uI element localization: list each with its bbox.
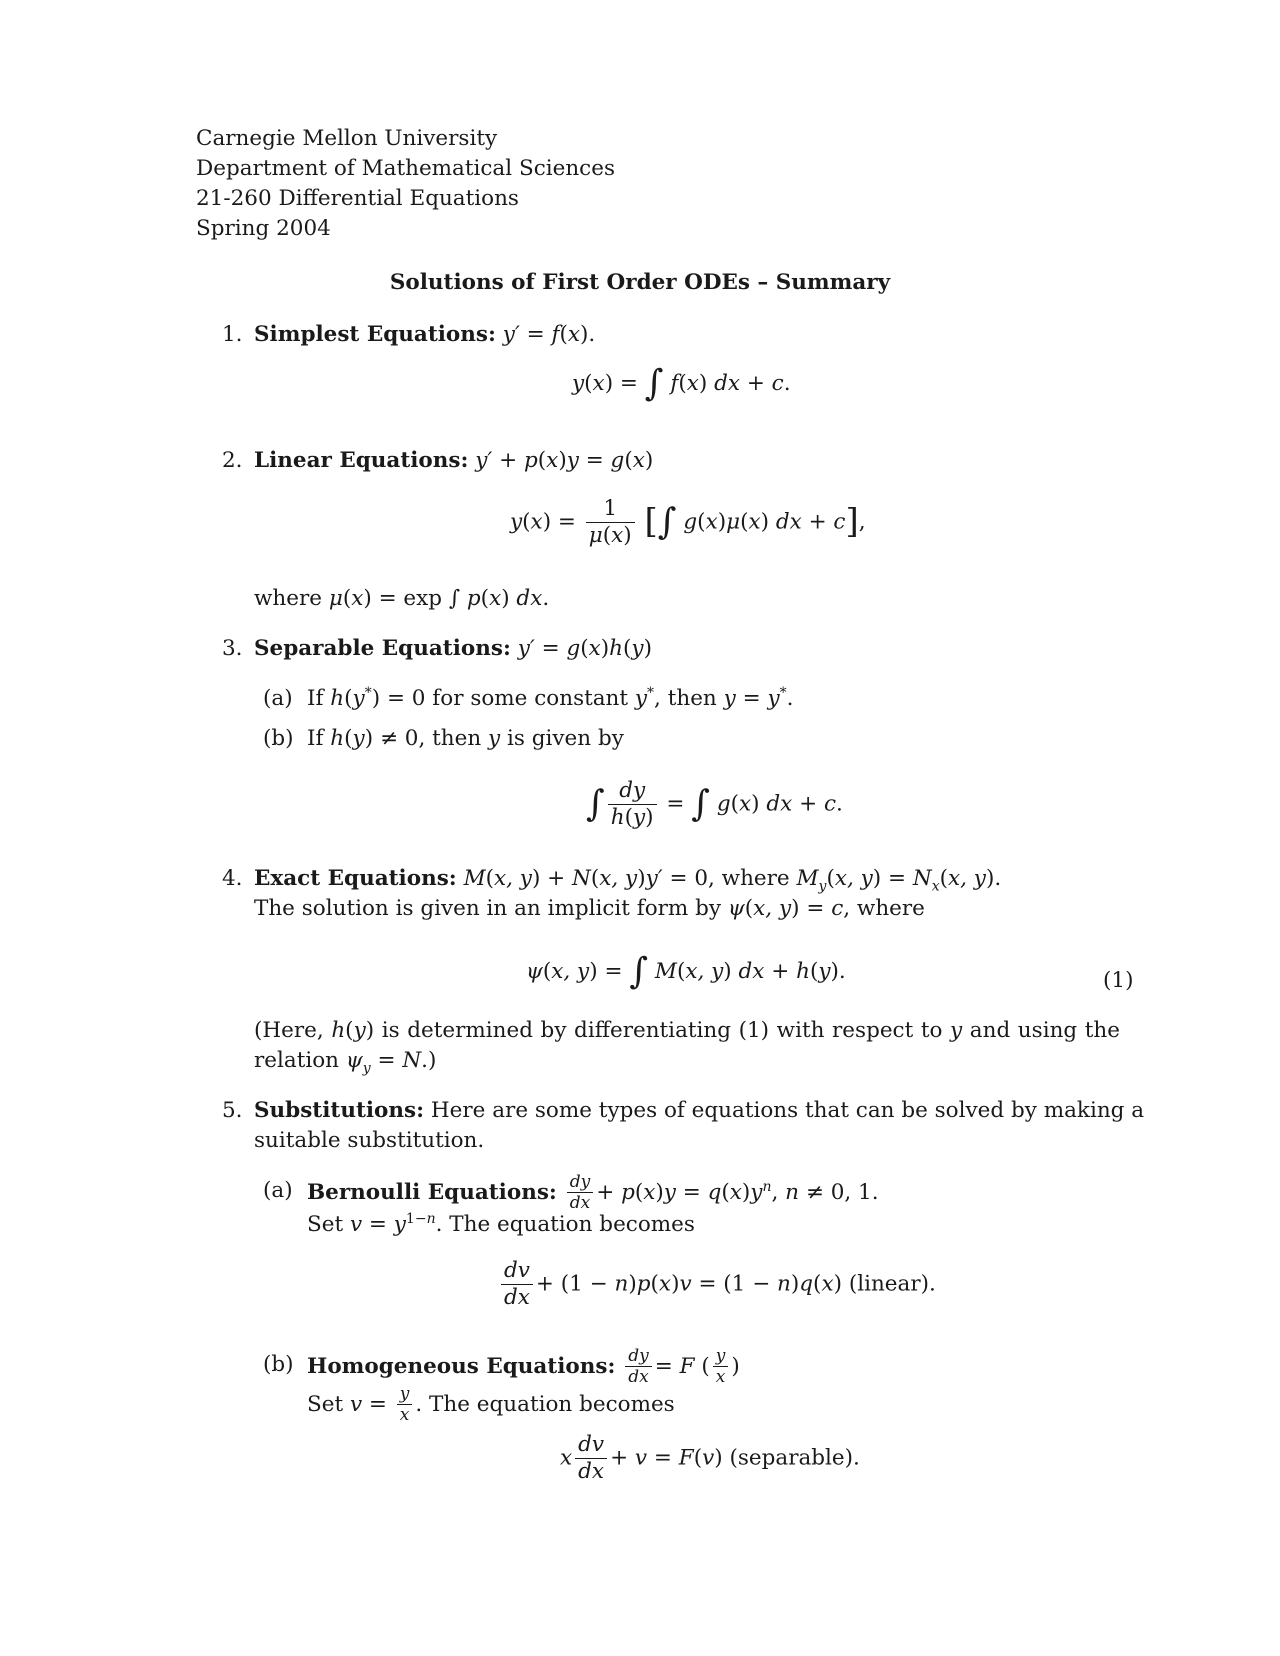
section-3a-then: , then (654, 686, 717, 712)
section-2-heading-line (254, 446, 653, 475)
section-3-heading-line (254, 634, 652, 663)
section-4-note-body: is determined by differentiating (1) with respect to (381, 1018, 943, 1043)
section-3b-then: ≠ 0, then (379, 726, 482, 751)
section-2-where-line: where μ(x) = exp ∫ p(x) dx. (254, 586, 550, 611)
section-1-solution: y(x) = ∫ f(x) dx + c. (572, 363, 791, 404)
section-4-where: , where (708, 866, 790, 891)
section-4-implicit-text: The solution is given in an implicit form by (254, 896, 722, 921)
section-3a-if: If (307, 686, 324, 712)
section-5b-becomes: . The equation becomes (415, 1391, 675, 1417)
section-4-note-tail: and using the (969, 1018, 1120, 1043)
document-title: Solutions of First Order ODEs – Summary (389, 270, 891, 295)
section-5-line-1 (254, 1096, 1145, 1125)
section-3-heading: Separable Equations: (254, 636, 511, 661)
section-5b-heading: Homogeneous Equations: (307, 1353, 616, 1379)
fraction-y-over-x-2: $\frac{y}{x}$ (397, 1384, 413, 1426)
fraction-dy-dx-2: $\frac{dy}{dx}$ (625, 1346, 652, 1388)
section-5a-set-line: Set $v = y^{1-n}$. The equation becomes (307, 1211, 695, 1238)
section-1-equation: y′ = f(x). (502, 322, 596, 347)
section-3-number: 3. (222, 636, 243, 661)
section-5a-heading: Bernoulli Equations: (307, 1179, 557, 1205)
section-5b-set-line: Set v = $\frac{y}{x}$ . The equation becomes (307, 1384, 675, 1426)
section-5a-becomes: . The equation becomes (435, 1212, 695, 1238)
section-4-note-here: (Here, (254, 1018, 324, 1043)
department-name: Department of Mathematical Sciences (196, 156, 615, 181)
section-2-heading: Linear Equations: (254, 448, 469, 473)
section-5a-label: (a) (263, 1178, 293, 1203)
document-header (196, 124, 615, 244)
section-5a-linear: (linear). (848, 1271, 936, 1297)
section-2-number: 2. (222, 448, 243, 473)
section-3b-text: If h(y) ≠ 0, then y is given by (307, 726, 624, 751)
section-3b-given: is given by (507, 726, 624, 751)
section-3b-solution: ∫ $\frac{dy}{h(y)}$ = ∫ g(x) dx + c. (586, 778, 843, 830)
section-1-heading: Simplest Equations: (254, 322, 496, 347)
section-4-note-relation: relation (254, 1048, 340, 1073)
section-3a-text: If h(y*) = 0 for some constant y*, then y = y*. (307, 685, 794, 712)
section-5-line-2: suitable substitution. (254, 1128, 485, 1153)
term: Spring 2004 (196, 216, 331, 241)
section-5-intro: Here are some types of equations that can be solved by making a (430, 1098, 1145, 1123)
section-4-note-line-2: relation $\psi_y = N$.) (254, 1048, 437, 1077)
section-1-heading-line (254, 320, 595, 349)
section-4-number: 4. (222, 866, 243, 891)
section-5a-solution: $\frac{dv}{dx}$ + (1 − n)p(x)v = (1 − n)q(x) (linear). (498, 1258, 936, 1311)
section-4-line-2: The solution is given in an implicit form by ψ(x, y) = c, where (254, 896, 925, 921)
fraction-dv-dx-2: $\frac{dv}{dx}$ (575, 1432, 607, 1485)
section-5b-label: (b) (263, 1352, 294, 1377)
section-5b-heading-line: Homogeneous Equations: $\frac{dy}{dx}$ = F ( $\frac{y}{x}$ ) (307, 1346, 740, 1388)
section-5b-separable: (separable). (729, 1445, 860, 1471)
section-1-number: 1. (222, 322, 243, 347)
section-2-where: where (254, 586, 322, 611)
section-2-solution: y(x) = $\frac{1}{\mu(x)}$ [∫ g(x)μ(x) dx + c], (510, 496, 866, 548)
section-5a-heading-line: Bernoulli Equations: $\frac{dy}{dx}$ + $p(x)y = q(x)y^n$, n ≠ 0, 1. (307, 1172, 879, 1214)
university-name: Carnegie Mellon University (196, 126, 498, 151)
section-2-equation: y′ + p(x)y = g(x) (475, 448, 654, 473)
section-4-note-line-1: (Here, h(y) is determined by differentiating (1) with respect to y and using the (254, 1018, 1120, 1043)
fraction-y-over-x: $\frac{y}{x}$ (713, 1346, 729, 1388)
fraction-dy-over-h: $\frac{dy}{h(y)}$ (608, 778, 657, 831)
section-5-heading: Substitutions: (254, 1098, 425, 1123)
section-5b-set: Set (307, 1391, 344, 1417)
section-3a-label: (a) (263, 686, 293, 711)
section-3b-label: (b) (263, 726, 294, 751)
section-4-heading-line: Exact Equations: M(x, y) + N(x, y)y′ = 0, where $M_y(x$, $y) = N_x(x$, y). (254, 866, 1002, 895)
section-3-equation: y′ = g(x)h(y) (517, 636, 652, 661)
section-3b-if: If (307, 726, 324, 751)
fraction-one-over-mu: $\frac{1}{\mu(x)}$ (586, 496, 635, 549)
section-5a-set: Set (307, 1212, 344, 1238)
section-4-heading: Exact Equations: (254, 866, 457, 891)
fraction-dy-dx: $\frac{dy}{dx}$ (567, 1172, 594, 1214)
fraction-dv-dx: $\frac{dv}{dx}$ (501, 1258, 533, 1311)
section-5b-solution: x $\frac{dv}{dx}$ + v = F(v) (separable). (560, 1432, 860, 1484)
section-3a-for: = 0 for some constant (386, 686, 629, 712)
section-4-solution: ψ(x, y) = ∫ M(x, y) dx + h(y). (526, 951, 846, 992)
course-name: 21-260 Differential Equations (196, 186, 519, 211)
section-5-number: 5. (222, 1098, 243, 1123)
equation-number: (1) (1103, 968, 1134, 993)
section-4-where-2: , where (843, 896, 925, 921)
